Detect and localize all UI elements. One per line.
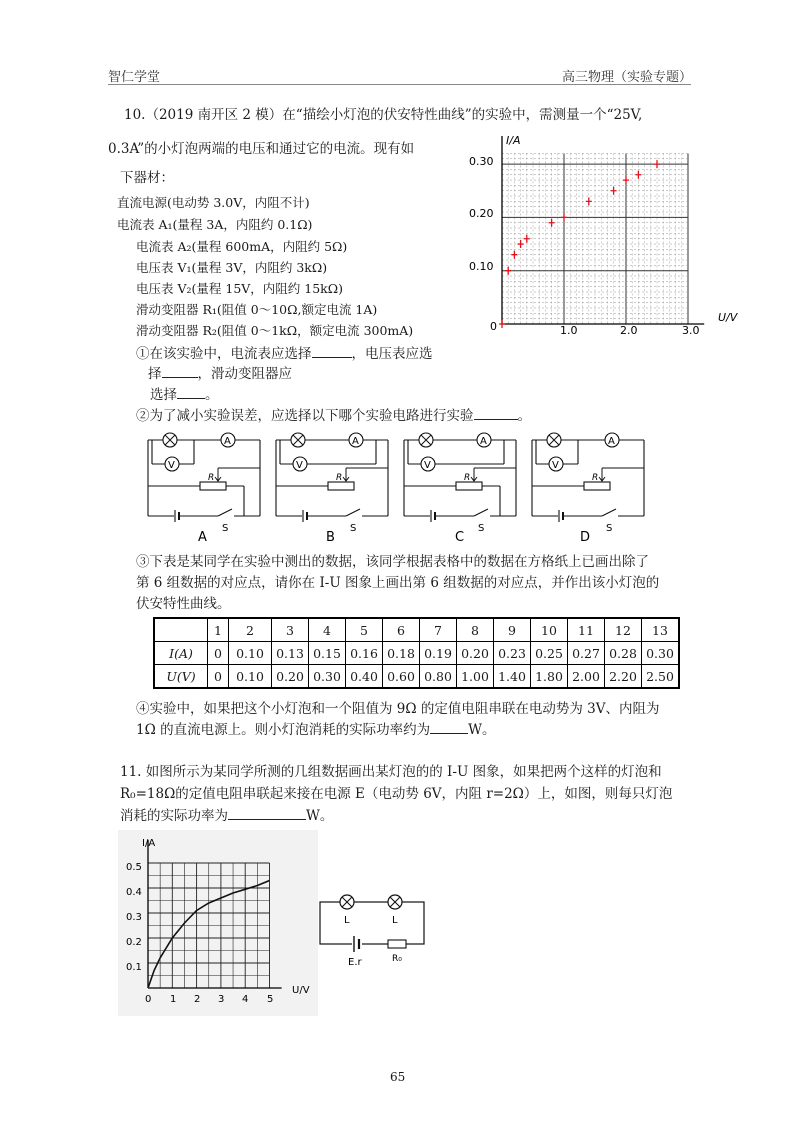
q10-part3-line3: 伏安特性曲线。 <box>136 596 231 612</box>
rheostat-blank[interactable] <box>177 386 205 399</box>
part1-text-c: 择 <box>148 366 162 382</box>
rheostat-symbol: R <box>464 473 471 483</box>
circuit-a <box>148 433 260 534</box>
table-row-voltage <box>154 665 679 689</box>
voltmeter-symbol: V <box>168 460 175 471</box>
equip-4: 电压表 V₁(量程 3V，内阻约 3kΩ) <box>136 260 328 275</box>
graph1-ytick-010: 0.10 <box>469 260 494 273</box>
graph2-xtick: 5 <box>267 994 274 1005</box>
rheostat-icon <box>328 482 354 490</box>
table-cell: 0.23 <box>494 642 531 665</box>
q11-line1: 11. 如图所示为某同学所测的几组数据画出某灯泡的的 I-U 图象，如果把两个这样的灯泡和 <box>120 764 662 780</box>
equip-1: 直流电源(电动势 3.0V，内阻不计) <box>117 195 310 210</box>
table-header-cell: 12 <box>605 618 642 642</box>
table-cell: 0.15 <box>309 642 346 665</box>
table-header-cell <box>154 618 208 642</box>
header-left: 智仁学堂 <box>108 70 161 85</box>
iu-graph-2 <box>118 830 318 1016</box>
table-header-cell: 7 <box>420 618 457 642</box>
part1-text-a: ①在该实验中，电流表应选择 <box>136 346 312 362</box>
header-right: 高三物理（实验专题） <box>561 70 692 85</box>
graph1-xlabel: U/V <box>718 311 738 324</box>
table-cell: 0.25 <box>531 642 568 665</box>
graph2-xtick: 4 <box>242 994 249 1005</box>
q10-part1-line3 <box>150 383 219 403</box>
table-cell: 0 <box>208 642 229 665</box>
ammeter-symbol: A <box>480 436 487 447</box>
circuit-c <box>404 433 516 534</box>
table-cell: 0.30 <box>642 642 680 665</box>
voltmeter-symbol: V <box>296 460 303 471</box>
graph2-xtick: 1 <box>170 994 177 1005</box>
table-cell: 2.20 <box>605 665 642 689</box>
power-blank-2[interactable] <box>228 807 306 820</box>
circuit-b <box>276 433 388 534</box>
table-header-cell: 6 <box>383 618 420 642</box>
part2-end: 。 <box>517 408 531 424</box>
table-cell: 0.40 <box>346 665 383 689</box>
graph1-xtick-2: 2.0 <box>620 324 638 337</box>
switch-symbol: S <box>478 523 485 534</box>
graph1-xtick-3: 3.0 <box>682 324 700 337</box>
ammeter-symbol: A <box>608 436 615 447</box>
table-cell: 0.10 <box>229 665 272 689</box>
voltmeter-symbol: V <box>552 460 559 471</box>
q10-part4-line1: ④实验中，如果把这个小灯泡和一个阻值为 9Ω 的定值电阻串联在电动势为 3V、内阻为 <box>136 701 660 717</box>
q11-line2: R₀=18Ω的定值电阻串联起来接在电源 E（电动势 6V，内阻 r=2Ω）上，如图，则每只灯泡 <box>120 786 673 802</box>
slider-arrow <box>471 468 477 481</box>
rheostat-symbol: R <box>336 473 343 483</box>
table-cell: 0.16 <box>346 642 383 665</box>
rheostat-icon <box>456 482 482 490</box>
q10-part1-line2 <box>148 362 292 382</box>
circuit-label-b: B <box>326 530 335 545</box>
switch-lever <box>602 509 616 516</box>
switch-lever <box>218 509 232 516</box>
q10-part1-line1 <box>136 342 433 362</box>
q10-part2 <box>136 404 531 424</box>
switch-symbol: S <box>606 523 613 534</box>
table-row-current <box>154 642 679 665</box>
table-cell: 2.00 <box>568 665 605 689</box>
power-blank-1[interactable] <box>430 721 468 734</box>
table-header-cell: 11 <box>568 618 605 642</box>
table-cell: 0.28 <box>605 642 642 665</box>
table-cell: 0.18 <box>383 642 420 665</box>
equip-7: 滑动变阻器 R₂(阻值 0～1kΩ，额定电流 300mA) <box>136 323 414 338</box>
data-point <box>511 251 517 259</box>
ammeter-symbol: A <box>352 436 359 447</box>
part1-text-b: ，电压表应选 <box>351 346 433 362</box>
graph1-ylabel: I/A <box>506 134 521 147</box>
q11-line3 <box>120 804 333 824</box>
part2-text: ②为了减小实验误差，应选择以下哪个实验电路进行实验 <box>136 408 474 424</box>
series-circuit <box>312 886 432 966</box>
source-label: E.r <box>348 957 362 966</box>
data-table <box>153 617 680 689</box>
graph2-ytick: 0.3 <box>126 912 142 923</box>
switch-symbol: S <box>350 523 357 534</box>
circuit-label-d: D <box>580 530 591 545</box>
lamp-2-label: L <box>392 915 398 926</box>
data-point <box>611 187 617 195</box>
q10-line2: 0.3A”的小灯泡两端的电压和通过它的电流。现有如 <box>108 141 415 157</box>
part4-text: 1Ω 的直流电源上。则小灯泡消耗的实际功率约为 <box>136 722 431 738</box>
switch-symbol: S <box>222 523 229 534</box>
table-cell: 0.13 <box>272 642 309 665</box>
q10-part3-line2: 第 6 组数据的对应点，请你在 I-U 图象上画出第 6 组数据的对应点，并作出该小灯泡的 <box>136 575 660 591</box>
table-header-cell: 9 <box>494 618 531 642</box>
circuit-label-a: A <box>198 530 207 545</box>
battery-symbol <box>352 936 362 952</box>
table-cell: 0.20 <box>272 665 309 689</box>
table-header-cell: 13 <box>642 618 680 642</box>
part1-text-f: 。 <box>205 387 219 403</box>
table-cell: 1.40 <box>494 665 531 689</box>
graph2-xlabel: U/V <box>292 985 310 996</box>
rheostat-symbol: R <box>208 473 215 483</box>
table-header-cell: 10 <box>531 618 568 642</box>
part1-text-d: ，滑动变阻器应 <box>197 366 292 382</box>
voltmeter-blank[interactable] <box>162 365 198 378</box>
graph2-xtick: 3 <box>218 994 225 1005</box>
table-header-cell: 3 <box>272 618 309 642</box>
switch-lever <box>346 509 360 516</box>
table-header-cell: 2 <box>229 618 272 642</box>
data-point <box>524 235 530 243</box>
equip-6: 滑动变阻器 R₁(阻值 0～10Ω,额定电流 1A) <box>136 302 378 317</box>
table-cell: 1.80 <box>531 665 568 689</box>
ammeter-blank[interactable] <box>312 345 352 358</box>
q10-line1: 10.（2019 南开区 2 模）在“描绘小灯泡的伏安特性曲线”的实验中，需测量一个“25V, <box>124 107 643 123</box>
graph2-ylabel: I/A <box>142 838 156 849</box>
q10-part4-line2 <box>136 718 495 738</box>
header-divider <box>108 84 691 85</box>
data-point <box>561 213 567 221</box>
graph2-ytick: 0.2 <box>126 937 142 948</box>
table-cell: I(A) <box>154 642 208 665</box>
graph1-ytick-030: 0.30 <box>469 155 494 168</box>
data-point <box>586 197 592 205</box>
table-cell: 0.10 <box>229 642 272 665</box>
q11-line3-text: 消耗的实际功率为 <box>120 808 228 824</box>
slider-arrow <box>599 468 605 481</box>
part1-text-e: 选择 <box>150 387 177 403</box>
equip-5: 电压表 V₂(量程 15V，内阻约 15kΩ) <box>136 281 343 296</box>
circuit-wire-loop <box>320 902 424 944</box>
table-cell: 0.20 <box>457 642 494 665</box>
graph1-ytick-020: 0.20 <box>469 207 494 220</box>
rheostat-icon <box>200 482 226 490</box>
voltmeter-symbol: V <box>424 460 431 471</box>
resistor-r0 <box>388 940 406 948</box>
table-cell: 2.50 <box>642 665 680 689</box>
table-cell: 0.19 <box>420 642 457 665</box>
q11-line3-end: W。 <box>306 808 334 824</box>
graph2-xtick: 2 <box>194 994 201 1005</box>
lamp-1 <box>340 895 354 909</box>
q10-line3: 下器材： <box>120 170 174 186</box>
lamp-2 <box>388 895 402 909</box>
table-cell: 0.30 <box>309 665 346 689</box>
data-point <box>499 320 505 328</box>
table-cell: 0.27 <box>568 642 605 665</box>
circuit-d <box>532 433 644 534</box>
equip-3: 电流表 A₂(量程 600mA，内阻约 5Ω) <box>136 239 348 254</box>
table-header-cell: 4 <box>309 618 346 642</box>
graph2-ytick: 0.1 <box>126 962 142 973</box>
graph2-xtick: 0 <box>145 994 152 1005</box>
table-header-cell: 8 <box>457 618 494 642</box>
graph2-ytick: 0.4 <box>126 887 142 898</box>
slider-arrow <box>343 468 349 481</box>
rheostat-symbol: R <box>592 473 599 483</box>
table-header-row <box>154 618 679 642</box>
lamp-1-label: L <box>344 915 350 926</box>
data-point <box>635 171 641 179</box>
page-number: 65 <box>390 1070 406 1084</box>
slider-arrow <box>215 468 221 481</box>
circuit-diagrams <box>140 428 660 546</box>
table-cell: 0.80 <box>420 665 457 689</box>
iu-graph-1 <box>462 128 742 348</box>
circuit-choice-blank[interactable] <box>474 407 518 420</box>
data-point <box>518 240 524 248</box>
data-point <box>505 267 511 275</box>
table-cell: 0 <box>208 665 229 689</box>
q10-part3-line1: ③下表是某同学在实验中测出的数据，该同学根据表格中的数据在方格纸上已画出除了 <box>136 554 649 570</box>
table-header-cell: 5 <box>346 618 383 642</box>
graph1-grid <box>502 136 704 324</box>
part4-end: W。 <box>468 722 496 738</box>
circuit-label-c: C <box>455 530 465 545</box>
resistor-label: R₀ <box>392 954 402 964</box>
data-point <box>549 219 555 227</box>
rheostat-icon <box>584 482 610 490</box>
graph1-xtick-1: 1.0 <box>560 324 578 337</box>
switch-lever <box>474 509 488 516</box>
graph2-ytick: 0.5 <box>126 862 142 873</box>
equip-2: 电流表 A₁(量程 3A，内阻约 0.1Ω) <box>117 217 313 232</box>
table-cell: 0.60 <box>383 665 420 689</box>
ammeter-symbol: A <box>224 436 231 447</box>
table-cell: U(V) <box>154 665 208 689</box>
data-point <box>654 160 660 168</box>
graph1-origin: 0 <box>490 320 497 333</box>
table-cell: 1.00 <box>457 665 494 689</box>
table-header-cell: 1 <box>208 618 229 642</box>
data-point <box>623 176 629 184</box>
